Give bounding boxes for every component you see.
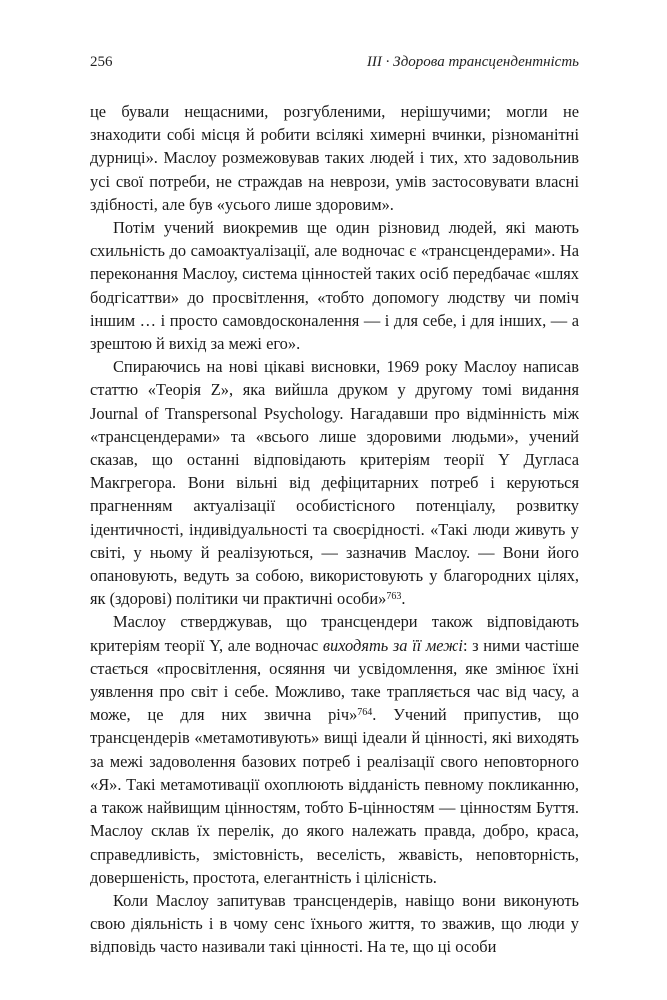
paragraph-4-text-c: . Учений припустив, що трансцендерів «метамотивують» вищі ідеали й цінності, які виходять за межі задоволення базових потреб і реалізації свого неповторного «Я». Такі метамотивації охоплюють відданість певному покликанню, а також найвищим цінностям, тобто Б-цінностям — цінностям Буття. Маслоу склав їх перелік, до якого належать правда, добро, краса, справедливість, змістовність, веселість, жвавість, неповторність, довершеність, простота, елегантність і цілісність. bbox=[90, 705, 580, 887]
paragraph-4-text-b: : з ними частіше стається «просвітлення, осяяння чи усвідомлення, яке змінює їхні уявлення про світ і себе. Можливо, таке трапляється час від часу, а може, це для них звична річ» bbox=[90, 635, 580, 725]
paragraph-1: це бували нещасними, розгубленими, нерішучими; могли не знаходити собі місця й робити всілякі химерні вчинки, різноманітні дурниці». Маслоу розмежовував таких людей і тих, хто задовольнив усі свої потреби, не страждав на неврози, умів застосовувати власні здібності, але був «усього лише здоровим». bbox=[90, 102, 579, 214]
page-header bbox=[90, 54, 579, 76]
paragraph-5: Коли Маслоу запитував трансцендерів, навіщо вони виконують свою діяльність і в чому сенс їхнього життя, то зважив, що люди у відповідь часто називали такі цінності. На те, що ці особи bbox=[90, 890, 579, 957]
page-number: 256 bbox=[90, 54, 113, 70]
paragraph-3-text: Спираючись на нові цікаві висновки, 1969 року Маслоу написав статтю «Теорія Z», яка вийшла друком у другому томі видання Journal of Transpersonal Psychology. Нагадавши про відмінність між «трансцендерами» та «всього лише здоровими людьми», учений сказав, що останні відповідають критеріям теорії Y Дугласа Макгрегора. Вони вільні від дефіцитарних потреб і керуються прагненням актуалізації особистісного потенціалу, розвитку ідентичності, індивідуальності та своєрідності. «Такі люди живуть у світі, у ньому й реалізуються, — зазначив Маслоу. — Вони його опановують, ведуть за собою, використовують у благородних цілях, як (здорові) політики чи практичні особи» bbox=[90, 357, 579, 609]
paragraph-3 bbox=[90, 355, 579, 610]
body-text bbox=[90, 100, 579, 959]
paragraph-2: Потім учений виокремив ще один різновид людей, які мають схильність до самоактуалізації, але водночас є «трансцендерами». На переконання Маслоу, система цінностей таких осіб передбачає «шлях бодгісаттви» до просвітлення, «тобто допомогу людству чи поміч іншим … і просто самовдосконалення — і для себе, і для інших, — а зрештою й вихід за межі его». bbox=[90, 218, 579, 354]
footnote-ref-764[interactable]: 764 bbox=[357, 707, 373, 719]
paragraph-4-text-a: Маслоу стверджував, що трансцендери також відповідають критеріям теорії Y, але водночас bbox=[90, 612, 579, 655]
paragraph-4-emphasis: виходять за її межі bbox=[322, 635, 463, 655]
paragraph-4 bbox=[90, 610, 579, 888]
paragraph-3-end: . bbox=[401, 589, 406, 609]
footnote-ref-763[interactable]: 763 bbox=[386, 591, 402, 603]
running-title: III · Здорова трансцендентність bbox=[366, 54, 579, 70]
